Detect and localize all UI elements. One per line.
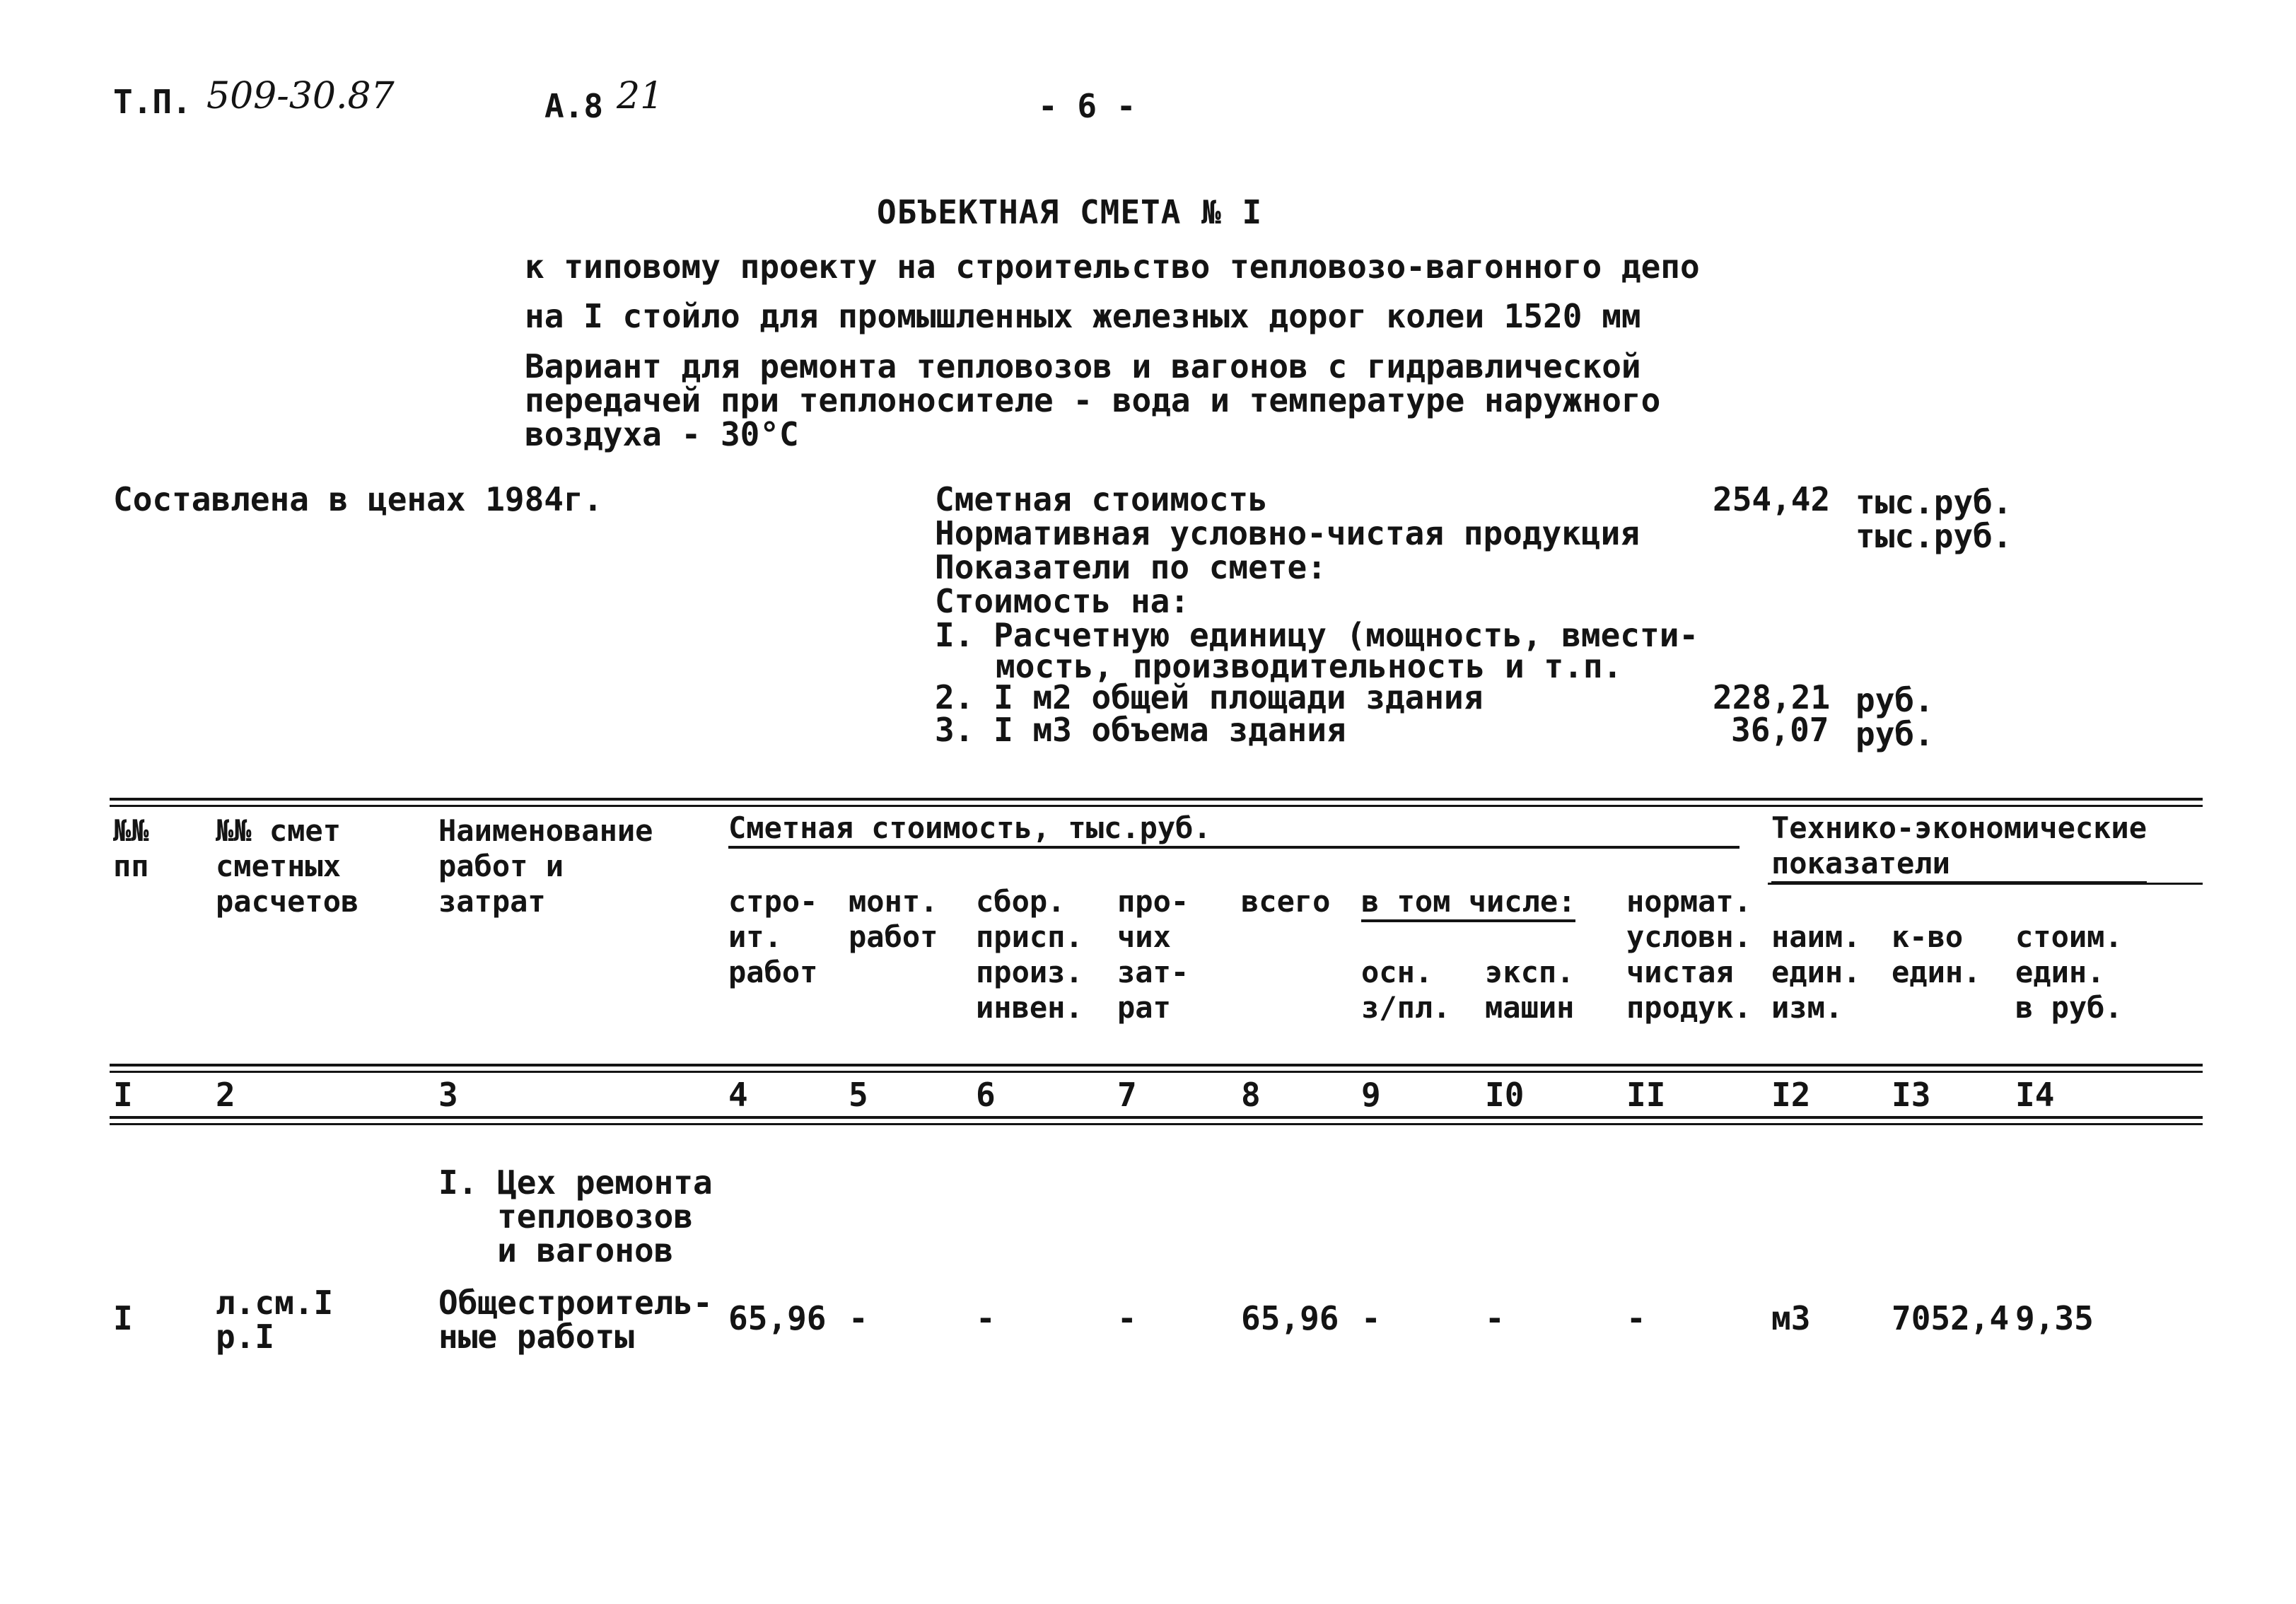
album-label: А.8 <box>544 87 604 125</box>
column-number-7: 7 <box>1117 1076 1137 1114</box>
project-line-1: к типовому проекту на строительство тепловозо-вагонного депо <box>525 248 1700 286</box>
cost-unit: тыс.руб. <box>1855 483 2012 521</box>
table-top-rule-2 <box>110 805 2203 807</box>
variant-line-2: передачей при теплоносителе - вода и температуре наружного <box>525 381 1661 419</box>
column-number-5: 5 <box>849 1076 868 1114</box>
column-number-6: 6 <box>976 1076 996 1114</box>
column-number-14: I4 <box>2015 1076 2055 1114</box>
header-bottom-rule-2 <box>110 1071 2203 1073</box>
header-bottom-rule <box>110 1064 2203 1067</box>
column-header-11: нормат. условн. чистая продук. <box>1626 884 1752 1025</box>
item2-unit: руб. <box>1855 681 1934 719</box>
column-number-13: I3 <box>1892 1076 1931 1114</box>
indicators-label: Показатели по смете: <box>935 548 1327 586</box>
column-number-11: II <box>1626 1076 1666 1114</box>
product-label: Нормативная условно-чистая продукция <box>935 514 1640 552</box>
column-header-12: наим. един. изм. <box>1771 919 1861 1025</box>
column-number-8: 8 <box>1241 1076 1261 1114</box>
group-tech-header: Технико-экономические показатели <box>1771 810 2147 884</box>
table-cell-r1-c9: - <box>1361 1299 1381 1337</box>
table-cell-r1-c6: - <box>976 1299 996 1337</box>
item3-unit: руб. <box>1855 715 1934 753</box>
column-header-10: эксп. машин <box>1485 955 1575 1025</box>
table-cell-r1-c8: 65,96 <box>1241 1299 1339 1337</box>
column-number-3: 3 <box>438 1076 458 1114</box>
cost-label: Сметная стоимость <box>935 480 1268 518</box>
column-header-2: №№ смет сметных расчетов <box>216 813 359 919</box>
column-header-13: к-во един. <box>1892 919 1981 989</box>
table-cell-r1-c13: 7052,4 <box>1892 1299 2010 1337</box>
column-header-3: Наименование работ и затрат <box>438 813 653 919</box>
cost-value: 254,42 <box>1713 480 1831 518</box>
table-cell-r1-c5: - <box>849 1299 868 1337</box>
item1-line-1: I. Расчетную единицу (мощность, вмести- <box>935 616 1699 654</box>
table-cell-r1-c14: 9,35 <box>2015 1299 2094 1337</box>
compiled-prices: Составлена в ценах 1984г. <box>113 480 603 518</box>
column-header-8: всего <box>1241 884 1331 919</box>
project-line-2: на I стойло для промышленных железных дорог колеи 1520 мм <box>525 297 1641 335</box>
column-number-10: I0 <box>1485 1076 1525 1114</box>
group-cost-header: Сметная стоимость, тыс.руб. <box>728 810 1740 849</box>
document-title: ОБЪЕКТНАЯ СМЕТА № I <box>877 193 1263 231</box>
table-cell-r1-c3: Общестроитель- ные работы <box>438 1284 713 1356</box>
table-cell-r1-c11: - <box>1626 1299 1646 1337</box>
column-number-4: 4 <box>728 1076 748 1114</box>
column-number-1: I <box>113 1076 133 1114</box>
column-header-6: сбор. присп. произ. инвен. <box>976 884 1083 1025</box>
table-top-rule <box>110 798 2203 801</box>
item3-label: 3. I м3 объема здания <box>935 711 1346 749</box>
table-cell-r1-c7: - <box>1117 1299 1137 1337</box>
section-title: I. Цех ремонта тепловозов и вагонов <box>438 1163 713 1269</box>
variant-line-1: Вариант для ремонта тепловозов и вагонов с гидравлической <box>525 347 1641 385</box>
column-header-9: осн. з/пл. <box>1361 955 1451 1025</box>
subgroup-incl-header: в том числе: <box>1361 884 1575 922</box>
page-number: - 6 - <box>1038 87 1136 125</box>
item1-line-2: мость, производительность и т.п. <box>996 647 1623 685</box>
item2-label: 2. I м2 общей площади здания <box>935 678 1484 716</box>
product-unit: тыс.руб. <box>1855 517 2012 555</box>
variant-line-3: воздуха - 30°С <box>525 415 799 453</box>
tp-handwritten-number: 509-30.87 <box>206 75 395 117</box>
album-handwritten-number: 21 <box>617 75 664 117</box>
column-numbers-rule-2 <box>110 1123 2203 1125</box>
column-header-14: стоим. един. в руб. <box>2015 919 2123 1025</box>
item3-value: 36,07 <box>1731 711 1829 749</box>
table-cell-r1-c12: м3 <box>1771 1299 1811 1337</box>
item2-value: 228,21 <box>1713 678 1831 716</box>
table-cell-r1-c10: - <box>1485 1299 1505 1337</box>
table-cell-r1-c4: 65,96 <box>728 1299 827 1337</box>
column-header-4: стро- ит. работ <box>728 884 818 989</box>
table-cell-r1-c1: I <box>113 1299 133 1337</box>
cost-per-label: Стоимость на: <box>935 582 1190 620</box>
tp-label: Т.П. <box>113 83 192 121</box>
column-number-9: 9 <box>1361 1076 1381 1114</box>
table-cell-r1-c2: л.см.I р.I <box>216 1284 334 1356</box>
column-header-7: про- чих зат- рат <box>1117 884 1189 1025</box>
column-number-2: 2 <box>216 1076 235 1114</box>
column-number-12: I2 <box>1771 1076 1811 1114</box>
column-numbers-rule <box>110 1116 2203 1119</box>
column-header-5: монт. работ <box>849 884 938 954</box>
column-header-1: №№ пп <box>113 813 149 883</box>
